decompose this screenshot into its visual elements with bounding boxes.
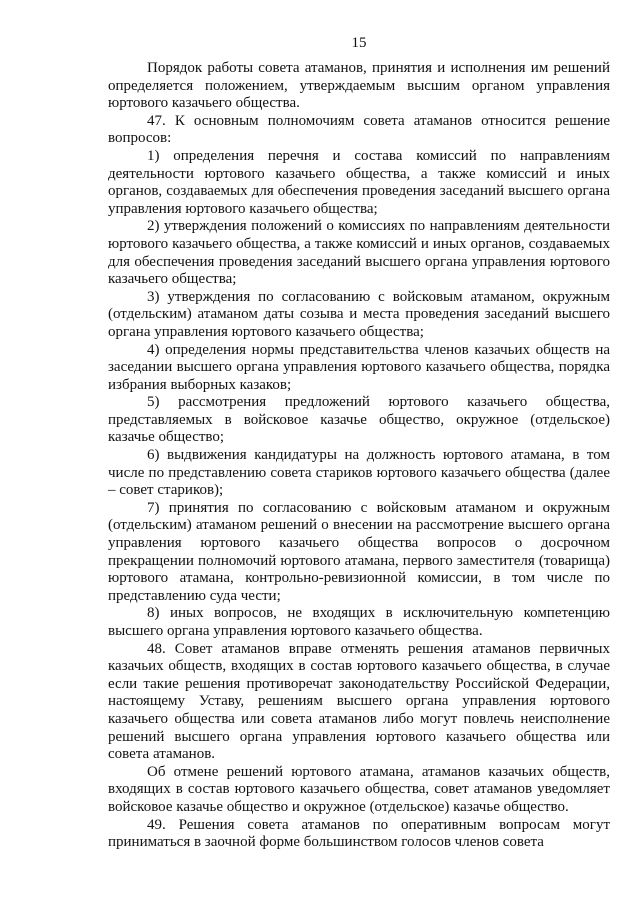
list-item-2: 2) утверждения положений о комиссиях по направлениям деятельности юртового казачьего общества, а также комиссий и иных органов, создаваемых для обеспечения проведения заседаний высшего органа управления юртового казачьего общества; (108, 218, 610, 288)
list-item-5: 5) рассмотрения предложений юртового казачьего общества, представляемых в войсковое казачье общество, окружное (отдельское) казачье общество; (108, 394, 610, 446)
paragraph-47: 47. К основным полномочиям совета атаманов относится решение вопросов: (108, 112, 610, 147)
paragraph-procedure: Порядок работы совета атаманов, принятия и исполнения им решений определяется положением, утверждаемым высшим органом управления юртового казачьего общества. (108, 60, 610, 112)
list-item-6: 6) выдвижения кандидатуры на должность юртового атамана, в том числе по представлению совета стариков юртового казачьего общества (далее – совет стариков); (108, 447, 610, 499)
page-number: 15 (351, 35, 367, 51)
paragraph-48: 48. Совет атаманов вправе отменять решения атаманов первичных казачьих обществ, входящих в состав юртового казачьего общества, в случае если такие решения противоречат законодательству Российской Федерации, настоящему Уставу, решениям высшего органа управления юртового казачьего общества или совета атаманов либо могут повлечь неисполнение решений высшего органа управления юртового казачьего общества или совета атаманов. (108, 640, 610, 763)
list-item-8: 8) иных вопросов, не входящих в исключительную компетенцию высшего органа управления юртового казачьего общества. (108, 605, 610, 639)
list-item-3: 3) утверждения по согласованию с войсковым атаманом, окружным (отдельским) атаманом даты созыва и места проведения заседаний высшего органа управления юртового казачьего общества; (108, 288, 610, 340)
paragraph-notification: Об отмене решений юртового атамана, атаманов казачьих обществ, входящих в состав юртового казачьего общества, совет атаманов уведомляет войсковое казачье общество и окружное (отдельское) казачье общество. (108, 763, 610, 815)
paragraph-49: 49. Решения совета атаманов по оперативным вопросам могут приниматься в заочной форме большинством голосов членов совета (108, 816, 610, 851)
list-item-4: 4) определения нормы представительства членов казачьих обществ на заседании высшего органа управления юртового казачьего общества, порядка избрания выборных казаков; (108, 341, 610, 393)
list-item-7: 7) принятия по согласованию с войсковым атаманом и окружным (отдельским) атаманом решений о внесении на рассмотрение высшего органа управления юртового казачьего общества вопросов о досрочном прекращении полномочий юртового атамана, первого заместителя (товарища) юртового атамана, контрольно-ревизионной комиссии, в том числе по представлению суда чести; (108, 499, 610, 604)
document-body (108, 60, 610, 852)
list-item-1: 1) определения перечня и состава комиссий по направлениям деятельности юртового казачьего общества, а также комиссий и иных органов, создаваемых для обеспечения проведения заседаний высшего органа управления юртового казачьего общества; (108, 147, 610, 217)
